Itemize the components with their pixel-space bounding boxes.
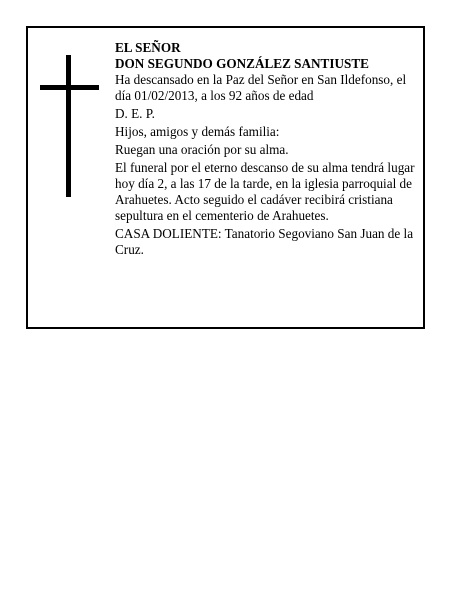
funeral-home: CASA DOLIENTE: Tanatorio Segoviano San Juan de la Cruz. <box>115 226 414 257</box>
notice-title: EL SEÑOR <box>115 40 181 55</box>
latin-cross-icon <box>40 55 100 197</box>
cross-vertical-bar <box>66 55 71 197</box>
obituary-notice <box>26 26 425 329</box>
mourners-line: Hijos, amigos y demás familia: <box>115 124 280 139</box>
rip-abbreviation: D. E. P. <box>115 106 155 121</box>
deceased-name: DON SEGUNDO GONZÁLEZ SANTIUSTE <box>115 56 369 71</box>
notice-text <box>115 40 419 258</box>
prayer-request: Ruegan una oración por su alma. <box>115 142 289 157</box>
cross-horizontal-bar <box>40 85 99 90</box>
funeral-details: El funeral por el eterno descanso de su alma tendrá lugar hoy día 2, a las 17 de la tarde, en la iglesia parroquial de Arahuetes. Acto seguido el cadáver recibirá cristiana sepultura en el cementerio de Arahuetes. <box>115 160 415 223</box>
death-announcement: Ha descansado en la Paz del Señor en San Ildefonso, el día 01/02/2013, a los 92 años de edad <box>115 72 407 103</box>
